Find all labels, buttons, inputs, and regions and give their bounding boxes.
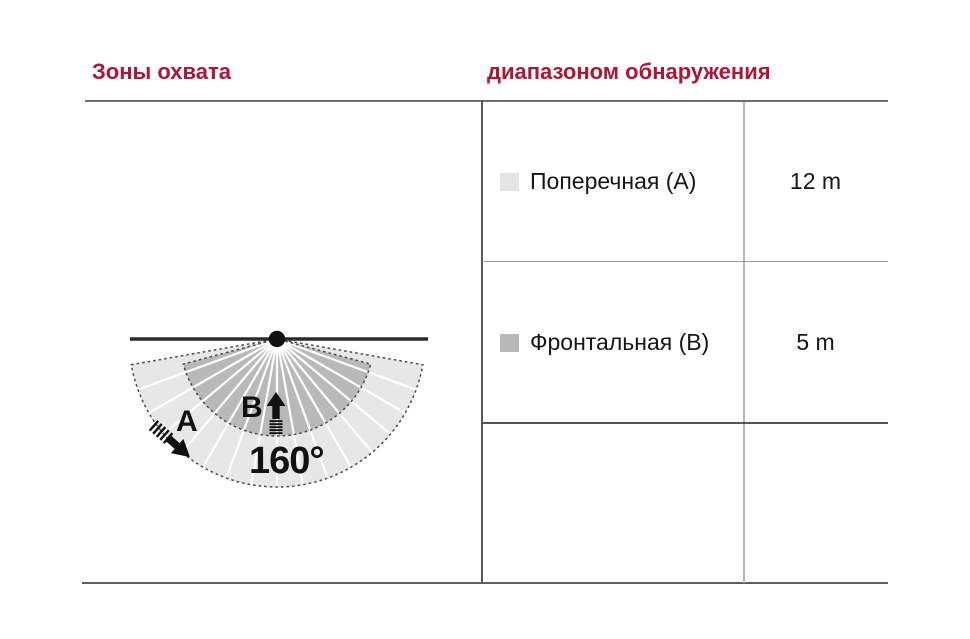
zone-a-cell xyxy=(483,102,743,261)
zone-a-swatch xyxy=(500,173,519,191)
zone-b-cell xyxy=(483,263,743,422)
zone-a-range: 12 m xyxy=(789,168,842,194)
empty-range xyxy=(743,424,888,583)
zone-b-range: 5 m xyxy=(796,329,835,355)
right-section-title: диапазоном обнаружения xyxy=(487,59,771,84)
zone-a-diagram-label: A xyxy=(176,405,198,438)
zone-a-label: Поперечная (A) xyxy=(530,168,697,194)
table-row xyxy=(483,263,888,422)
sensor-dot xyxy=(269,331,285,347)
left-section-title: Зоны охвата xyxy=(92,59,232,84)
zone-b-label: Фронтальная (B) xyxy=(530,329,710,355)
coverage-angle-label: 160° xyxy=(249,440,324,482)
row-divider-1 xyxy=(482,261,888,262)
coverage-zone-diagram xyxy=(100,325,460,503)
table-row xyxy=(483,102,888,261)
zone-b-diagram-label: B xyxy=(241,391,263,424)
empty-cell xyxy=(483,424,743,583)
zone-b-swatch xyxy=(500,334,519,352)
table-row xyxy=(483,424,888,583)
